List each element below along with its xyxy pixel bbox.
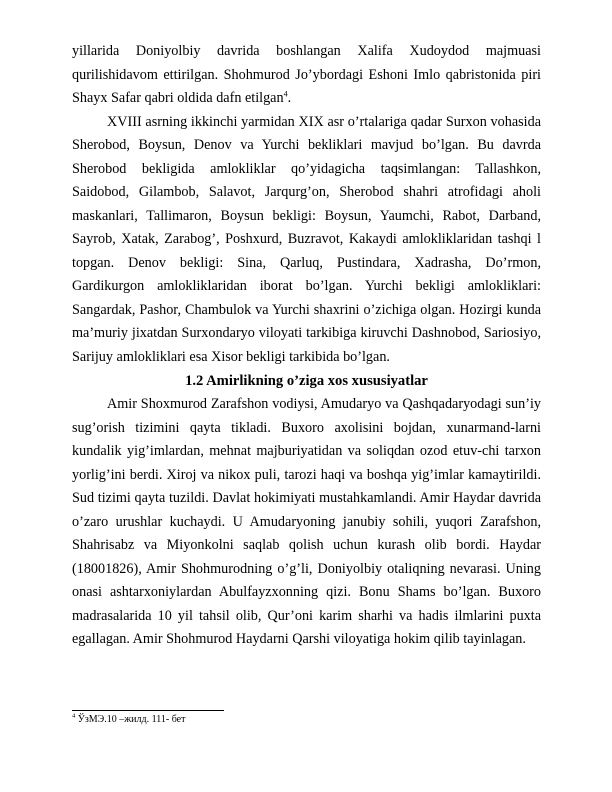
footnote-separator (72, 710, 224, 711)
paragraph-3: Amir Shoxmurod Zarafshon vodiysi, Amudaryo va Qashqadaryodagi sun’iy sug’orish tizimini qayta tikladi. Buxoro axolisini bojdan, xunarmand-larni kundalik yig’imlardan, mehnat majburiyatidan va soliqdan ozod etuv-chi tarxon yorlig’ini berdi. Xiroj va nikox puli, tarozi haqi va boshqa yig’imlar kamaytirildi. Sud tizimi qayta tuzildi. Davlat hokimiyati mustahkamlandi. Amir Haydar davrida o’zaro urushlar kuchaydi. U Amudaryoning janubiy sohili, yuqori Zarafshon, Shahrisabz va Miyonkolni saqlab qolish uchun kurash olib bordi. Haydar (18001826), Amir Shohmurodning o’g’li, Doniyolbiy otaliqning nevarasi. Uning onasi ashtarxoniylardan Abulfayzxonning qizi. Bonu Shams bo’lgan. Buxoro madrasalarida 10 yil tahsil olib, Qur’oni karim sharhi va hadis ilmlarini puxta egallagan. Amir Shohmurod Haydarni Qarshi viloyatiga hokim qilib tayinlagan. (72, 396, 541, 647)
section-heading: 1.2 Amirlikning o’ziga xos xususiyatlar (185, 373, 428, 389)
footnote-reference[interactable]: 4 (283, 89, 288, 99)
footnote-marker: 4 (72, 712, 76, 720)
paragraph-1-end: . (287, 90, 292, 106)
document-page (72, 40, 541, 652)
paragraph-2: XVIII asrning ikkinchi yarmidan XIX asr o’rtalariga qadar Surxon vohasida Sherobod, Boysun, Denov va Yurchi bekliklari mavjud bo’lgan. Bu davrda Sherobod bekligida amlokliklar qo’yidagicha taqsimlangan: Tallashkon, Saidobod, Gilambob, Salavot, Jarqurg’on, Sherobod shahri atrofidagi aholi maskanlari, Tallimaron, Boysun bekligi: Boysun, Yaumchi, Rabot, Darband, Sayrob, Xatak, Zarabog’, Poshxurd, Buzravot, Kakaydi amlokliklaridan tashqi l topgan. Denov bekligi: Sina, Qarluq, Pustindara, Xadrasha, Do’rmon, Gardikurgon amlokliklaridan iborat bo’lgan. Yurchi bekligi amlokliklari: Sangardak, Pashor, Chambulok va Yurchi shaxrini o’zichiga olgan. Hozirgi kunda ma’muriy jixatdan Surxondaryo viloyati tarkibiga kiruvchi Dashnobod, Sariosiyo, Sarijuy amlokliklari esa Xisor bekligi tarkibida bo’lgan. (72, 113, 541, 365)
footnote-text: ЎзМЭ.10 –жилд. 111- бет (75, 714, 186, 725)
paragraph-1 (72, 40, 541, 111)
footnote (72, 713, 185, 726)
paragraph-1-text: yillarida Doniyolbiy davrida boshlangan Xalifa Xudoydod majmuasi qurilishidavom ettirilgan. Shohmurod Jo’ybordagi Eshoni Imlo qabristonida piri Shayx Safar qabri oldida dafn etilgan (72, 43, 541, 106)
